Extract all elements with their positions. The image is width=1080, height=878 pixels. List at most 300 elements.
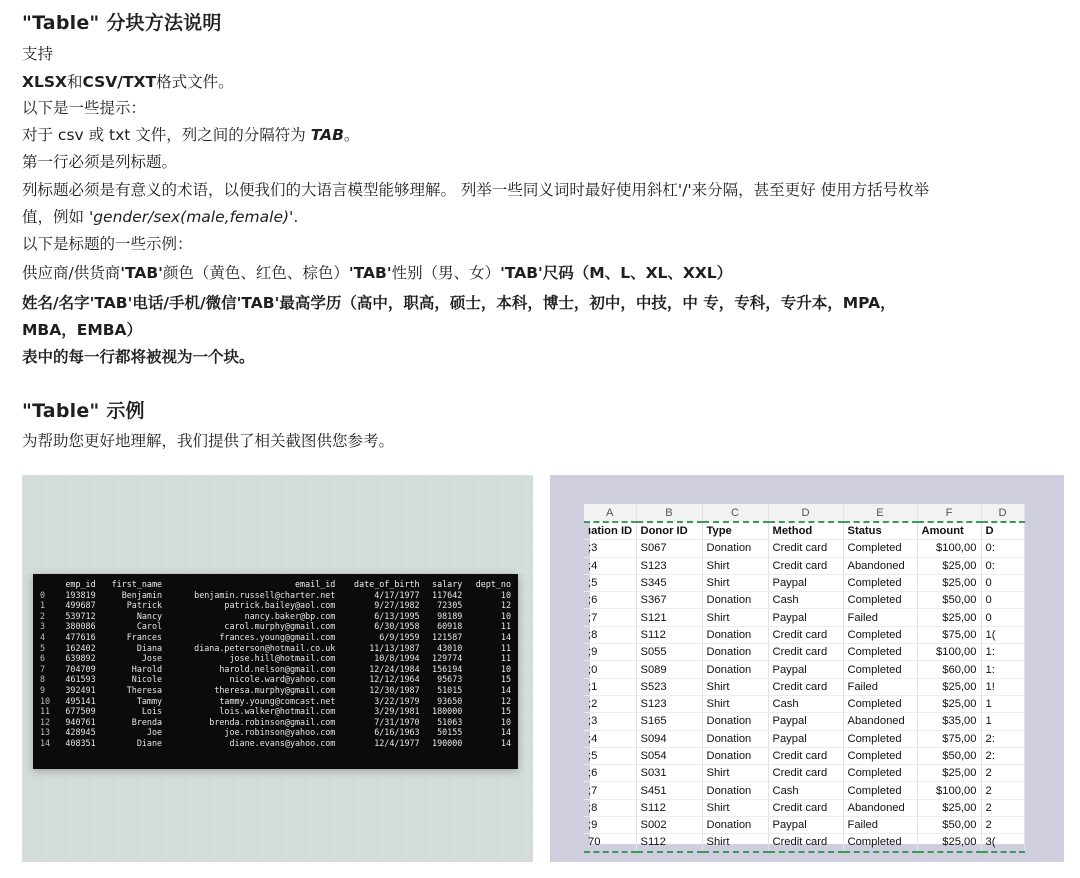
spreadsheet-row <box>584 695 1024 712</box>
terminal-row-index: 1 <box>40 600 46 611</box>
terminal-cell: 12 <box>500 695 511 706</box>
spreadsheet-cell[interactable]: Credit card <box>768 644 843 661</box>
terminal-cell: 9/27/1982 <box>374 600 420 611</box>
spreadsheet-cell[interactable]: Paypal <box>768 713 843 730</box>
terminal-row-index: 14 <box>40 737 51 748</box>
tip1-pre: 对于 csv 或 txt 文件，列之间的分隔符为 <box>22 126 311 144</box>
spreadsheet-cell[interactable]: S112 <box>636 834 702 852</box>
terminal-cell: 428945 <box>65 727 96 738</box>
terminal-row-index: 6 <box>40 653 46 664</box>
tip-column-terms: 列标题必须是有意义的术语，以便我们的大语言模型能够理解。 列举一些同义词时最好使用斜杠'/'来分隔，甚至更好 使用方括号枚举 <box>22 181 930 199</box>
spreadsheet-row <box>584 730 1024 747</box>
spreadsheet-cell[interactable]: ;8 <box>584 626 636 643</box>
terminal-row-index: 8 <box>40 674 46 685</box>
spreadsheet-row <box>584 540 1024 557</box>
ex1-tab2: 'TAB' <box>348 264 392 282</box>
spreadsheet-cell[interactable]: ;5 <box>584 747 636 764</box>
terminal-row-index: 10 <box>40 695 51 706</box>
terminal-cell: theresa.murphy@gmail.com <box>214 684 336 695</box>
terminal-cell: 6/13/1995 <box>374 610 420 621</box>
terminal-cell: 15 <box>500 674 511 685</box>
terminal-cell: 14 <box>500 684 511 695</box>
spreadsheet-header-cell[interactable]: D <box>981 522 1024 540</box>
spreadsheet-cell[interactable]: 0: <box>981 540 1024 557</box>
formats-line <box>22 71 234 93</box>
spreadsheet-cell[interactable]: Abandoned <box>843 713 917 730</box>
spreadsheet-cell[interactable]: 2 <box>981 817 1024 834</box>
terminal-row <box>37 632 514 643</box>
spreadsheet-cell[interactable]: 2 <box>981 765 1024 782</box>
spreadsheet-cell[interactable]: Shirt <box>702 799 768 816</box>
terminal-cell: 11 <box>500 642 511 653</box>
spreadsheet-cell[interactable]: Donation <box>702 730 768 747</box>
terminal-cell: 12 <box>500 600 511 611</box>
spreadsheet-cell[interactable]: S002 <box>636 817 702 834</box>
terminal-window <box>33 574 518 769</box>
terminal-cell: diana.peterson@hotmail.co.uk <box>194 642 336 653</box>
section-title-table-method: "Table" 分块方法说明 <box>22 12 222 34</box>
tip-first-row: 第一行必须是列标题。 <box>22 153 178 171</box>
spreadsheet-row <box>584 834 1024 852</box>
spreadsheet-cell[interactable]: Completed <box>843 574 917 591</box>
spreadsheet-cell[interactable]: ;8 <box>584 799 636 816</box>
terminal-row <box>37 664 514 675</box>
spreadsheet-cell[interactable]: Credit card <box>768 747 843 764</box>
spreadsheet-cell[interactable]: Donation <box>702 713 768 730</box>
spreadsheet-cell[interactable]: 1( <box>981 626 1024 643</box>
terminal-cell: Diana <box>136 642 163 653</box>
spreadsheet-row <box>584 799 1024 816</box>
spreadsheet-cell[interactable]: 2 <box>981 782 1024 799</box>
column-letter-header[interactable]: D <box>768 504 843 522</box>
terminal-cell: 129774 <box>432 653 463 664</box>
ex1-mid: 颜色（黄色、红色、棕色） <box>162 264 349 282</box>
spreadsheet-cell[interactable]: Shirt <box>702 609 768 626</box>
support-text: 支持 <box>22 45 54 63</box>
spreadsheet-cell[interactable]: ;0 <box>584 661 636 678</box>
terminal-cell: 10 <box>500 589 511 600</box>
terminal-cell: 51015 <box>437 684 463 695</box>
terminal-row-index: 5 <box>40 642 46 653</box>
spreadsheet-cell[interactable]: S054 <box>636 747 702 764</box>
terminal-row-index: 7 <box>40 663 46 674</box>
spreadsheet-cell[interactable]: Credit card <box>768 799 843 816</box>
terminal-cell: Brenda <box>131 716 163 727</box>
spreadsheet-cell[interactable]: Completed <box>843 695 917 712</box>
spreadsheet-cell[interactable]: S345 <box>636 574 702 591</box>
spreadsheet-cell[interactable]: 0 <box>981 574 1024 591</box>
spreadsheet-cell[interactable]: Credit card <box>768 765 843 782</box>
terminal-cell: 121587 <box>432 631 463 642</box>
terminal-cell: 10/8/1994 <box>374 653 420 664</box>
terminal-cell: carol.murphy@gmail.com <box>224 621 336 632</box>
terminal-cell: 6/9/1959 <box>379 631 420 642</box>
terminal-cell: tammy.young@comcast.net <box>219 695 336 706</box>
spreadsheet-window <box>588 504 1024 849</box>
chunk-note: 表中的每一行都将被视为一个块。 <box>22 348 255 366</box>
terminal-cell: 461593 <box>65 674 96 685</box>
spreadsheet-cell[interactable]: Donation <box>702 747 768 764</box>
terminal-cell: Carol <box>136 621 163 632</box>
terminal-cell: 98189 <box>437 610 463 621</box>
spreadsheet-cell[interactable]: ;1 <box>584 678 636 695</box>
terminal-cell: 704709 <box>65 663 96 674</box>
spreadsheet-cell[interactable]: ;6 <box>584 765 636 782</box>
terminal-cell: 10 <box>500 663 511 674</box>
spreadsheet-cell[interactable]: Donation <box>702 592 768 609</box>
spreadsheet-cell[interactable]: S031 <box>636 765 702 782</box>
spreadsheet-cell[interactable]: Completed <box>843 626 917 643</box>
terminal-row-index: 9 <box>40 684 46 695</box>
spreadsheet-cell[interactable]: $25,00 <box>917 765 981 782</box>
terminal-cell: 7/31/1970 <box>374 716 420 727</box>
terminal-cell: 3/22/1979 <box>374 695 420 706</box>
spreadsheet-cell[interactable]: ;9 <box>584 644 636 661</box>
terminal-cell: 677509 <box>65 706 96 717</box>
terminal-cell: lois.walker@hotmail.com <box>219 706 336 717</box>
spreadsheet-cell[interactable]: 0 <box>981 609 1024 626</box>
spreadsheet-cell[interactable]: Completed <box>843 644 917 661</box>
spreadsheet-cell[interactable]: Donation <box>702 540 768 557</box>
spreadsheet-cell[interactable]: $50,00 <box>917 817 981 834</box>
spreadsheet-cell[interactable]: Shirt <box>702 574 768 591</box>
terminal-cell: 12/4/1977 <box>374 737 420 748</box>
spreadsheet-cell[interactable]: 1 <box>981 695 1024 712</box>
spreadsheet-cell[interactable]: 2: <box>981 730 1024 747</box>
tip3b-post: . <box>293 208 299 226</box>
terminal-row <box>37 643 514 654</box>
tips-intro: 以下是一些提示： <box>22 99 147 117</box>
spreadsheet-cell[interactable]: $75,00 <box>917 626 981 643</box>
terminal-cell: 14 <box>500 737 511 748</box>
spreadsheet-cell[interactable]: 0: <box>981 557 1024 574</box>
example-description: 为帮助您更好地理解，我们提供了相关截图供您参考。 <box>22 432 395 450</box>
format-tail: 格式文件。 <box>156 73 234 91</box>
spreadsheet-cell[interactable]: $50,00 <box>917 592 981 609</box>
terminal-cell: 93650 <box>437 695 463 706</box>
terminal-cell: 193819 <box>65 589 96 600</box>
terminal-row-index: 2 <box>40 610 46 621</box>
spreadsheet-cell[interactable]: ;3 <box>584 713 636 730</box>
terminal-cell: 12/24/1984 <box>369 663 420 674</box>
ex1-post: 尺码（M、L、XL、XXL） <box>542 264 733 282</box>
terminal-cell: frances.young@gmail.com <box>219 631 336 642</box>
terminal-cell: 940761 <box>65 716 96 727</box>
spreadsheet-cell[interactable]: Paypal <box>768 817 843 834</box>
spreadsheet-cell[interactable]: $100,00 <box>917 644 981 661</box>
spreadsheet-cell[interactable]: ;4 <box>584 557 636 574</box>
spreadsheet-cell[interactable]: 1: <box>981 661 1024 678</box>
terminal-cell: 639892 <box>65 653 96 664</box>
spreadsheet-cell[interactable]: Cash <box>768 782 843 799</box>
spreadsheet-cell[interactable]: ;9 <box>584 817 636 834</box>
spreadsheet-cell[interactable]: 2 <box>981 799 1024 816</box>
spreadsheet-cell[interactable]: Completed <box>843 730 917 747</box>
spreadsheet-cell[interactable]: Completed <box>843 782 917 799</box>
spreadsheet-cell[interactable]: ;2 <box>584 695 636 712</box>
spreadsheet-cell[interactable]: $100,00 <box>917 540 981 557</box>
spreadsheet-cell[interactable]: S165 <box>636 713 702 730</box>
column-letter-header[interactable]: C <box>702 504 768 522</box>
spreadsheet-cell[interactable]: ;7 <box>584 609 636 626</box>
spreadsheet-cell[interactable]: $25,00 <box>917 834 981 852</box>
spreadsheet-row <box>584 557 1024 574</box>
spreadsheet-cell[interactable]: Credit card <box>768 557 843 574</box>
terminal-cell: Joe <box>146 727 163 738</box>
spreadsheet-cell[interactable]: ;4 <box>584 730 636 747</box>
terminal-col-header <box>37 579 56 590</box>
terminal-cell: 3/29/1981 <box>374 706 420 717</box>
spreadsheet-cell[interactable]: Failed <box>843 609 917 626</box>
terminal-cell: 95673 <box>437 674 463 685</box>
spreadsheet-cell[interactable]: $25,00 <box>917 695 981 712</box>
spreadsheet-cell[interactable]: $60,00 <box>917 661 981 678</box>
terminal-row <box>37 685 514 696</box>
terminal-cell: 380086 <box>65 621 96 632</box>
terminal-cell: 477616 <box>65 631 96 642</box>
spreadsheet-cell[interactable]: S123 <box>636 695 702 712</box>
spreadsheet-cell[interactable]: $75,00 <box>917 730 981 747</box>
terminal-cell: 162402 <box>65 642 96 653</box>
terminal-cell: diane.evans@yahoo.com <box>229 737 336 748</box>
terminal-row-index: 0 <box>40 589 46 600</box>
spreadsheet-header-cell[interactable]: Status <box>843 522 917 540</box>
terminal-cell: Nicole <box>131 674 163 685</box>
spreadsheet-cell[interactable]: S123 <box>636 557 702 574</box>
tip3b-pre: 值，例如 <box>22 208 89 226</box>
terminal-cell: 190000 <box>432 737 463 748</box>
spreadsheet-cell[interactable]: Cash <box>768 695 843 712</box>
column-letter-header[interactable]: B <box>636 504 702 522</box>
terminal-cell: Tammy <box>136 695 163 706</box>
spreadsheet-cell[interactable]: 2: <box>981 747 1024 764</box>
terminal-cell: 10 <box>500 610 511 621</box>
spreadsheet-cell[interactable]: ;5 <box>584 574 636 591</box>
spreadsheet-cell[interactable]: $25,00 <box>917 557 981 574</box>
spreadsheet-cell[interactable]: $25,00 <box>917 799 981 816</box>
spreadsheet-cell[interactable]: $35,00 <box>917 713 981 730</box>
terminal-cell: Diane <box>136 737 163 748</box>
terminal-cell: 392491 <box>65 684 96 695</box>
examples-intro: 以下是标题的一些示例： <box>22 235 193 253</box>
terminal-col-header: dept_no <box>475 579 511 589</box>
tip1-post: 。 <box>343 126 360 144</box>
terminal-row <box>37 727 514 738</box>
terminal-cell: 10 <box>500 716 511 727</box>
terminal-row <box>37 600 514 611</box>
spreadsheet-row <box>584 661 1024 678</box>
spreadsheet-header-cell[interactable]: Amount <box>917 522 981 540</box>
spreadsheet-cell[interactable]: Completed <box>843 747 917 764</box>
terminal-row <box>37 696 514 707</box>
spreadsheet-cell[interactable]: Shirt <box>702 765 768 782</box>
terminal-row <box>37 706 514 717</box>
spreadsheet-cell[interactable]: S523 <box>636 678 702 695</box>
spreadsheet-row <box>584 713 1024 730</box>
spreadsheet-cell[interactable]: ;7 <box>584 782 636 799</box>
spreadsheet-cell[interactable]: Completed <box>843 661 917 678</box>
spreadsheet-cell[interactable]: Credit card <box>768 678 843 695</box>
spreadsheet-header-cell[interactable]: ıation ID <box>584 522 636 540</box>
terminal-cell: Nancy <box>136 610 163 621</box>
spreadsheet-cell[interactable]: $25,00 <box>917 609 981 626</box>
terminal-col-header: first_name <box>111 579 163 589</box>
terminal-cell: benjamin.russell@charter.net <box>194 589 336 600</box>
spreadsheet-cell[interactable]: Paypal <box>768 730 843 747</box>
column-letter-header[interactable]: A <box>584 504 636 522</box>
spreadsheet-cell[interactable]: $50,00 <box>917 747 981 764</box>
spreadsheet-cell[interactable]: S067 <box>636 540 702 557</box>
terminal-cell: 50155 <box>437 727 463 738</box>
spreadsheet-cell[interactable]: Completed <box>843 540 917 557</box>
spreadsheet-cell[interactable]: S089 <box>636 661 702 678</box>
spreadsheet-row <box>584 609 1024 626</box>
terminal-cell: 180000 <box>432 706 463 717</box>
terminal-cell: brenda.robinson@gmail.com <box>209 716 336 727</box>
spreadsheet-header-cell[interactable]: Type <box>702 522 768 540</box>
terminal-cell: 499687 <box>65 600 96 611</box>
terminal-cell: Lois <box>141 706 163 717</box>
spreadsheet-cell[interactable]: $100,00 <box>917 782 981 799</box>
spreadsheet-row <box>584 765 1024 782</box>
terminal-col-header: salary <box>432 579 463 589</box>
spreadsheet-cell[interactable]: $25,00 <box>917 574 981 591</box>
terminal-cell: harold.nelson@gmail.com <box>219 663 336 674</box>
spreadsheet-cell[interactable]: Donation <box>702 782 768 799</box>
spreadsheet-cell[interactable]: Shirt <box>702 678 768 695</box>
spreadsheet-cell[interactable]: S112 <box>636 626 702 643</box>
terminal-cell: joe.robinson@yahoo.com <box>224 727 336 738</box>
ex1-mid2: 性别（男、女） <box>391 264 501 282</box>
spreadsheet-cell[interactable]: ;3 <box>584 540 636 557</box>
terminal-cell: 539712 <box>65 610 96 621</box>
spreadsheet-cell[interactable]: 1: <box>981 644 1024 661</box>
terminal-row <box>37 653 514 664</box>
ex1-tab3: 'TAB' <box>500 264 543 282</box>
tip3b-example: 'gender/sex(male,female)' <box>88 208 294 226</box>
spreadsheet-cell[interactable]: 1! <box>981 678 1024 695</box>
spreadsheet-cell[interactable]: 1 <box>981 713 1024 730</box>
terminal-cell: 43010 <box>437 642 463 653</box>
terminal-cell: 12/12/1964 <box>369 674 420 685</box>
terminal-cell: 4/17/1977 <box>374 589 420 600</box>
terminal-cell: jose.hill@hotmail.com <box>229 653 336 664</box>
spreadsheet-cell[interactable]: Cash <box>768 592 843 609</box>
spreadsheet-row <box>584 817 1024 834</box>
spreadsheet-cell[interactable]: Donation <box>702 644 768 661</box>
spreadsheet-cell[interactable]: Paypal <box>768 661 843 678</box>
spreadsheet-cell[interactable]: S055 <box>636 644 702 661</box>
spreadsheet-cell[interactable]: Failed <box>843 678 917 695</box>
spreadsheet-cell[interactable]: Completed <box>843 765 917 782</box>
terminal-row <box>37 590 514 601</box>
terminal-cell: 15 <box>500 706 511 717</box>
terminal-col-header: date_of_birth <box>354 579 420 589</box>
spreadsheet-cell[interactable]: Paypal <box>768 574 843 591</box>
spreadsheet-header-cell[interactable]: Method <box>768 522 843 540</box>
spreadsheet-cell[interactable]: Credit card <box>768 540 843 557</box>
terminal-cell: 51063 <box>437 716 463 727</box>
spreadsheet-cell[interactable]: Credit card <box>768 626 843 643</box>
terminal-cell: 11/13/1987 <box>369 642 420 653</box>
terminal-col-header: email_id <box>295 579 336 589</box>
spreadsheet-cell[interactable]: Credit card <box>768 834 843 852</box>
terminal-row <box>37 717 514 728</box>
spreadsheet-cell[interactable]: 3( <box>981 834 1024 852</box>
terminal-cell: 12/30/1987 <box>369 684 420 695</box>
spreadsheet-cell[interactable]: 70 <box>584 834 636 852</box>
terminal-row-index: 4 <box>40 631 46 642</box>
terminal-row-index: 13 <box>40 727 51 738</box>
screenshot-terminal-dataframe <box>22 475 533 862</box>
section-title-table-example: "Table" 示例 <box>22 400 145 422</box>
spreadsheet-cell[interactable]: $25,00 <box>917 678 981 695</box>
spreadsheet-cell[interactable]: Shirt <box>702 695 768 712</box>
terminal-cell: Benjamin <box>121 589 163 600</box>
terminal-cell: 117642 <box>432 589 463 600</box>
spreadsheet-cell[interactable]: S451 <box>636 782 702 799</box>
spreadsheet-cell[interactable]: Donation <box>702 661 768 678</box>
terminal-cell: Patrick <box>126 600 163 611</box>
spreadsheet-cell[interactable]: 0 <box>981 592 1024 609</box>
screenshot-spreadsheet <box>550 475 1064 862</box>
terminal-cell: 6/16/1963 <box>374 727 420 738</box>
terminal-row-index: 3 <box>40 621 46 632</box>
spreadsheet-header-cell[interactable]: Donor ID <box>636 522 702 540</box>
spreadsheet-cell[interactable]: Donation <box>702 626 768 643</box>
terminal-cell: 156194 <box>432 663 463 674</box>
terminal-cell: 11 <box>500 653 511 664</box>
spreadsheet-cell[interactable]: Failed <box>843 817 917 834</box>
spreadsheet-cell[interactable]: S367 <box>636 592 702 609</box>
spreadsheet-cell[interactable]: Abandoned <box>843 799 917 816</box>
terminal-cell: 60918 <box>437 621 463 632</box>
terminal-cell: 14 <box>500 727 511 738</box>
spreadsheet-cell[interactable]: Completed <box>843 834 917 852</box>
spreadsheet-cell[interactable]: Shirt <box>702 557 768 574</box>
tip1-tab: TAB <box>310 126 344 144</box>
terminal-cell: 6/30/1958 <box>374 621 420 632</box>
terminal-row <box>37 674 514 685</box>
terminal-cell: Jose <box>141 653 163 664</box>
header-example-1 <box>22 262 732 284</box>
spreadsheet-cell[interactable]: S112 <box>636 799 702 816</box>
spreadsheet-cell[interactable]: Abandoned <box>843 557 917 574</box>
terminal-cell: nicole.ward@yahoo.com <box>229 674 336 685</box>
terminal-row-index: 12 <box>40 716 51 727</box>
header-example-2: 姓名/名字'TAB'电话/手机/微信'TAB'最高学历（高中，职高，硕士，本科，博士，初中，中技，中 专，专科，专升本，MPA， <box>22 294 896 312</box>
spreadsheet-cell[interactable]: Donation <box>702 817 768 834</box>
terminal-cell: patrick.bailey@aol.com <box>224 600 336 611</box>
spreadsheet-cell[interactable]: Shirt <box>702 834 768 852</box>
spreadsheet-cell[interactable]: Paypal <box>768 609 843 626</box>
terminal-row <box>37 611 514 622</box>
terminal-cell: Theresa <box>126 684 163 695</box>
spreadsheet-cell[interactable]: S121 <box>636 609 702 626</box>
column-letter-header[interactable]: D <box>981 504 1024 522</box>
terminal-row <box>37 738 514 749</box>
format-xlsx: XLSX <box>22 73 67 91</box>
terminal-row-index: 11 <box>40 706 51 717</box>
column-letter-header[interactable]: E <box>843 504 917 522</box>
column-letter-header[interactable]: F <box>917 504 981 522</box>
terminal-cell: 11 <box>500 621 511 632</box>
spreadsheet-row <box>584 626 1024 643</box>
spreadsheet-cell[interactable]: S094 <box>636 730 702 747</box>
spreadsheet-row <box>584 592 1024 609</box>
spreadsheet-cell[interactable]: ;6 <box>584 592 636 609</box>
spreadsheet-cell[interactable]: Completed <box>843 592 917 609</box>
